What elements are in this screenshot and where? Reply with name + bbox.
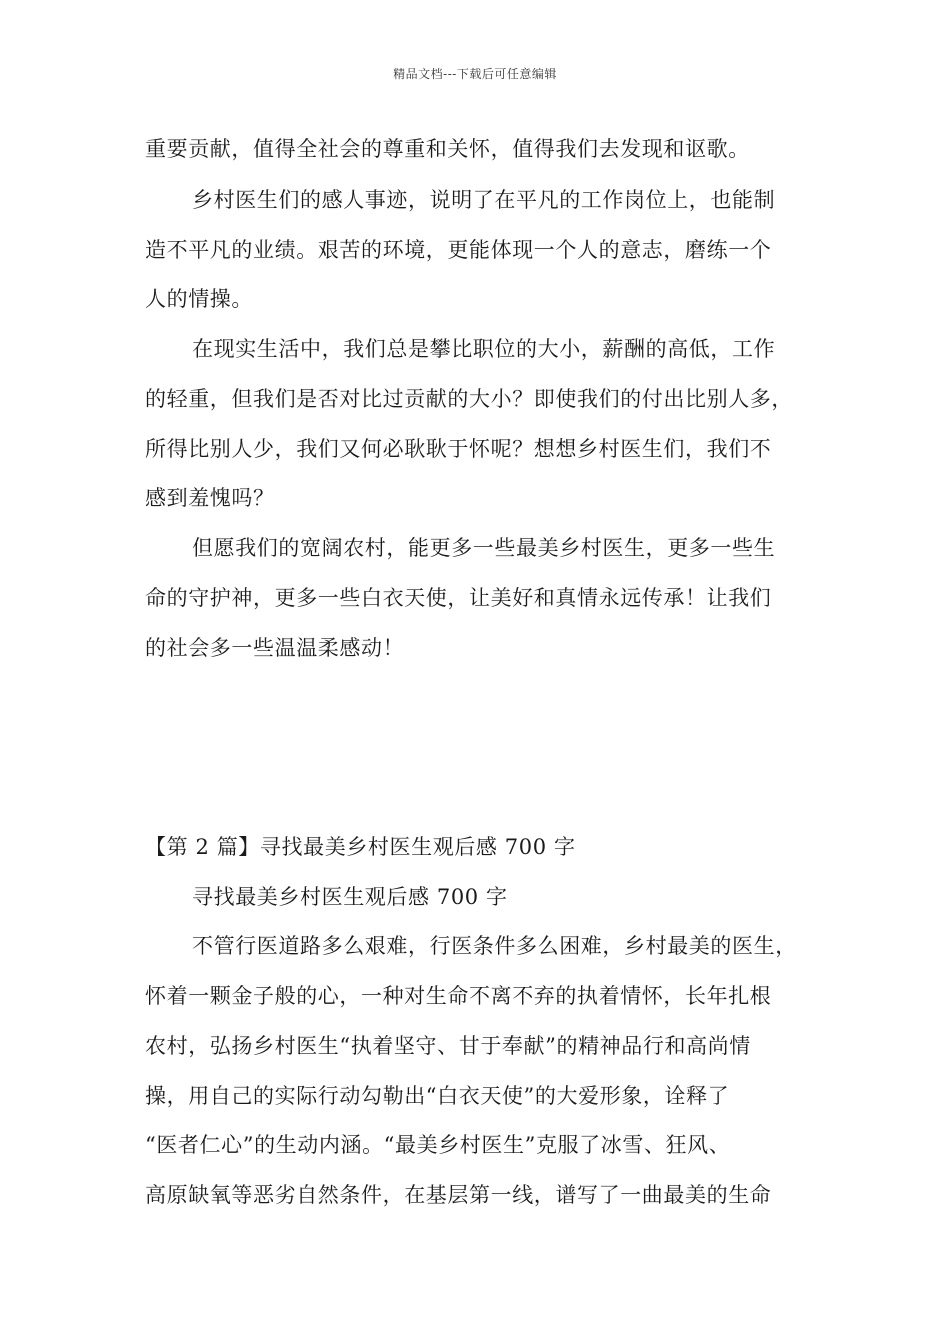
paragraph-line: 的轻重，但我们是否对比过贡献的大小？即使我们的付出比别人多， — [145, 387, 793, 411]
paragraph-line: “医者仁心”的生动内涵。“最美乡村医生”克服了冰雪、狂风、 — [145, 1133, 731, 1157]
paragraph-line: 高原缺氧等恶劣自然条件，在基层第一线，谱写了一曲最美的生命 — [145, 1183, 772, 1207]
paragraph-line: 感到羞愧吗？ — [145, 486, 275, 510]
paragraph-line: 造不平凡的业绩。艰苦的环境，更能体现一个人的意志，磨练一个 — [145, 238, 772, 262]
paragraph-line: 怀着一颗金子般的心，一种对生命不离不弃的执着情怀，长年扎根 — [145, 984, 772, 1008]
paragraph-line: 在现实生活中，我们总是攀比职位的大小，薪酬的高低，工作 — [192, 337, 776, 361]
paragraph-line: 所得比别人少，我们又何必耿耿于怀呢？想想乡村医生们，我们不 — [145, 437, 772, 461]
paragraph-line: 不管行医道路多么艰难，行医条件多么困难，乡村最美的医生， — [192, 934, 797, 958]
paragraph-line: 但愿我们的宽阔农村，能更多一些最美乡村医生，更多一些生 — [192, 536, 776, 560]
paragraph-line: 乡村医生们的感人事迹，说明了在平凡的工作岗位上，也能制 — [192, 188, 776, 212]
paragraph-line: 的社会多一些温温柔感动！ — [145, 636, 405, 660]
page-header: 精品文档---下载后可任意编辑 — [393, 67, 557, 81]
paragraph-line: 人的情操。 — [145, 287, 253, 311]
section-heading: 【第 2 篇】寻找最美乡村医生观后感 700 字 — [145, 835, 576, 859]
paragraph-line: 命的守护神，更多一些白衣天使，让美好和真情永远传承！让我们 — [145, 586, 772, 610]
paragraph-line: 农村，弘扬乡村医生“执着坚守、甘于奉献”的精神品行和高尚情 — [145, 1034, 751, 1058]
paragraph-line: 操，用自己的实际行动勾勒出“白衣天使”的大爱形象，诠释了 — [145, 1084, 730, 1108]
article-title: 寻找最美乡村医生观后感 700 字 — [192, 885, 508, 909]
paragraph-line: 重要贡献，值得全社会的尊重和关怀，值得我们去发现和讴歌。 — [145, 137, 750, 161]
